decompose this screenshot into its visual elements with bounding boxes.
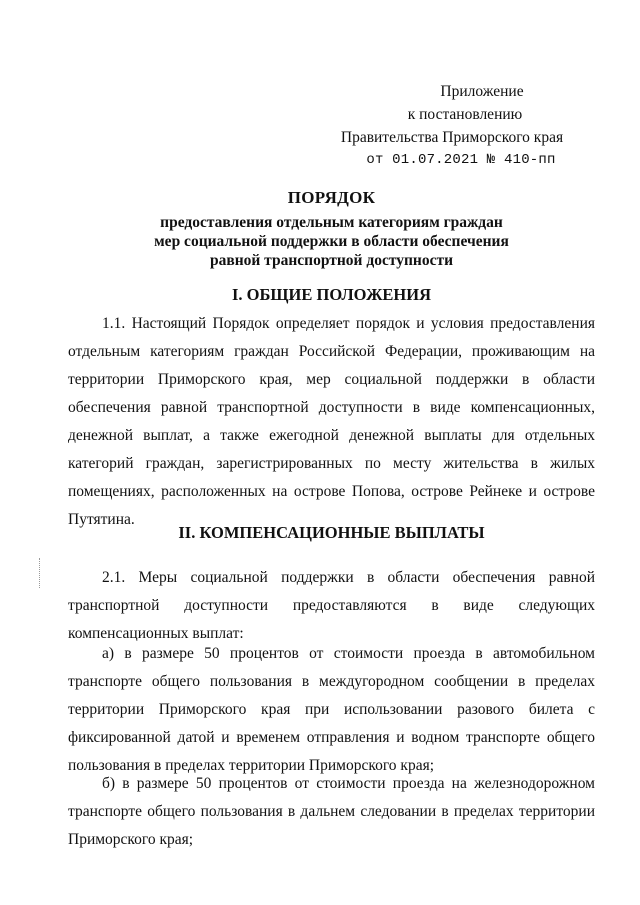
subtitle-line-1: предоставления отдельным категориям граждан [160,214,503,231]
document-title: ПОРЯДОК [287,188,376,207]
appendix-date-number: от 01.07.2021 № 410-пп [366,152,556,168]
list-item-a: а) в размере 50 процентов от стоимости проезда в автомобильном транспорте общего пользования в междугородном сообщении в пределах территории Приморского края при использовании разового билета с фиксированной датой и временем отправления и водном транспорте общего пользования в пределах территории Приморского края; [68,645,595,774]
subtitle-line-2: мер социальной поддержки в области обеспечения [154,233,509,250]
section-1-heading: I. ОБЩИЕ ПОЛОЖЕНИЯ [232,285,431,304]
paragraph-2-1: 2.1. Меры социальной поддержки в области обеспечения равной транспортной доступности предоставляются в виде следующих компенсационных выплат: [68,569,595,642]
list-item-b: б) в размере 50 процентов от стоимости проезда на железнодорожном транспорте общего пользования в дальнем следовании в пределах территории Приморского края; [68,775,595,848]
margin-mark [39,558,41,588]
appendix-issuer: Правительства Приморского края [340,129,564,146]
subtitle-line-3: равной транспортной доступности [209,252,454,269]
appendix-label: Приложение [440,83,524,100]
appendix-reference: к постановлению [407,106,523,123]
section-2-heading: II. КОМПЕНСАЦИОННЫЕ ВЫПЛАТЫ [178,523,485,542]
paragraph-1-1: 1.1. Настоящий Порядок определяет порядок и условия предоставления отдельным категориям граждан Российской Федерации, проживающим на территории Приморского края, мер социальной поддержки в области обеспечения равной транспортной доступности в виде компенсационных, денежной выплат, а также ежегодной денежной выплаты для отдельных категорий граждан, зарегистрированных по месту жительства в жилых помещениях, расположенных на острове Попова, острове Рейнеке и острове Путятина. [68,315,595,528]
appendix-block [322,80,582,172]
document-subtitle [68,213,595,270]
